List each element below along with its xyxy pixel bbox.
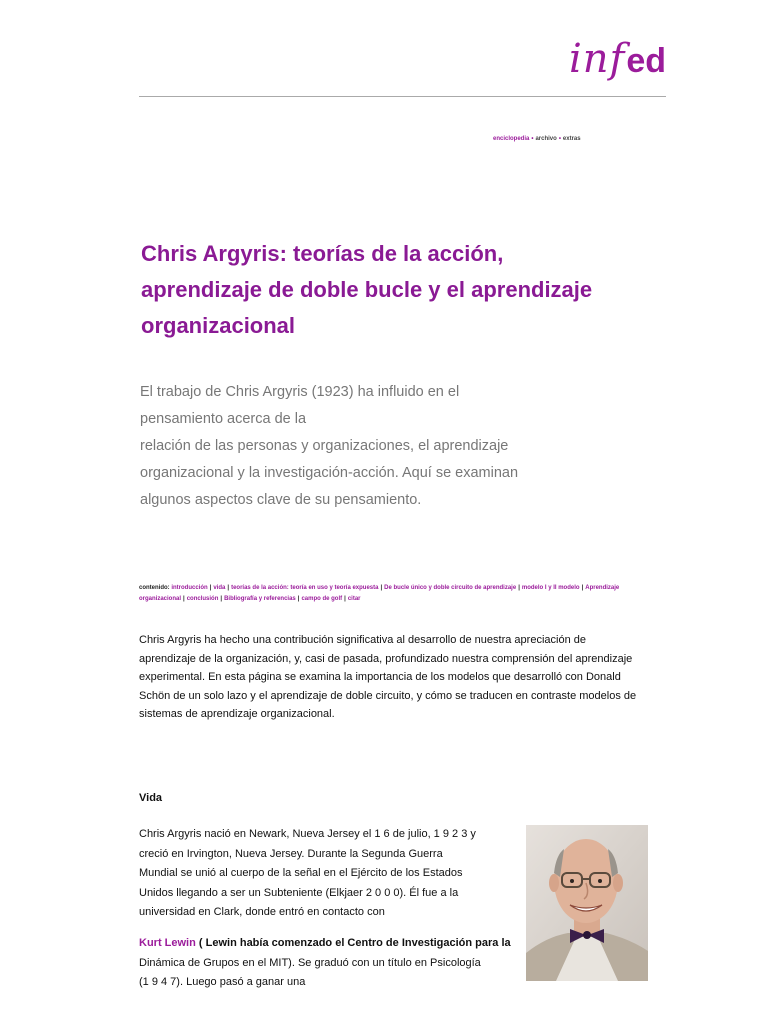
paragraph-line: Dinámica de Grupos en el MIT). Se graduó con un título en Psicología xyxy=(139,956,481,969)
paragraph-line: (1 9 4 7). Luego pasó a ganar una xyxy=(139,976,306,988)
toc-separator: | xyxy=(227,585,230,591)
intro-line: relación de las personas y organizaciones, el aprendizaje xyxy=(140,438,509,454)
intro-line: algunos aspectos clave de su pensamiento. xyxy=(140,492,422,508)
section-heading-vida: Vida xyxy=(139,792,163,804)
nav-separator: • xyxy=(531,136,534,142)
paragraph-line: Chris Argyris nació en Newark, Nueva Jersey el 1 6 de julio, 1 9 2 3 y xyxy=(139,828,476,840)
toc-separator: | xyxy=(344,596,346,602)
intro-line: pensamiento acerca de la xyxy=(140,411,307,427)
toc-link-conclusion[interactable]: conclusión xyxy=(186,596,219,602)
paragraph-line: sistemas de aprendizaje organizacional. xyxy=(139,708,335,720)
toc-link-citar[interactable]: citar xyxy=(347,596,361,602)
intro-line: organizacional y la investigación-acción. Aquí se examinan xyxy=(140,465,519,481)
paragraph-line: universidad en Clark, donde entró en contacto con xyxy=(139,906,385,918)
nav-separator: • xyxy=(558,136,561,142)
toc-link-bucle[interactable]: De bucle único y doble circuito de aprendizaje xyxy=(384,585,517,591)
intro-line: El trabajo de Chris Argyris (1923) ha influido en el xyxy=(140,384,460,400)
chris-argyris-photo xyxy=(526,825,648,981)
nav-link-archivo[interactable]: archivo xyxy=(535,136,557,142)
lewin-note: ( Lewin había comenzado el Centro de Investigación para la xyxy=(195,937,511,949)
toc-separator: | xyxy=(209,585,212,591)
intro-paragraph xyxy=(139,631,669,724)
paragraph-line: Unidos llegando a ser un Subteniente (Elkjaer 2 0 0 0). Él fue a la xyxy=(139,886,459,899)
nav-link-extras[interactable]: extras xyxy=(562,136,581,142)
toc-separator: | xyxy=(518,585,520,591)
toc-link-aprendizaje-organizacional[interactable]: Aprendizaje organizacional xyxy=(139,585,620,602)
toc-link-modelos[interactable]: modelo I y II modelo xyxy=(521,585,580,591)
kurt-lewin-link[interactable]: Kurt Lewin xyxy=(139,937,196,949)
contents-label: contenido: xyxy=(139,585,170,591)
portrait-illustration xyxy=(526,825,648,981)
toc-separator: | xyxy=(220,596,223,602)
paragraph-line: Schön de un solo lazo y el aprendizaje de doble circuito, y cómo se traducen en contraste modelos de xyxy=(139,689,637,702)
toc-link-teorias-accion[interactable]: teorías de la acción: teoría en uso y teoría expuesta xyxy=(231,585,379,591)
top-navigation xyxy=(493,136,581,142)
infed-logo[interactable] xyxy=(569,36,666,82)
paragraph-line: Chris Argyris ha hecho una contribución significativa al desarrollo de nuestra apreciación de xyxy=(139,634,586,646)
vida-paragraph xyxy=(139,825,499,923)
table-of-contents xyxy=(139,583,729,605)
paragraph-line-with-link xyxy=(139,934,509,954)
toc-separator: | xyxy=(380,585,383,591)
intro-summary xyxy=(140,379,600,514)
paragraph-line: Mundial se unió al cuerpo de la señal en el Ejército de los Estados xyxy=(139,867,463,879)
nav-link-enciclopedia[interactable]: enciclopedia xyxy=(493,136,530,142)
logo-text-inf: inf xyxy=(568,36,626,82)
paragraph-line: experimental. En esta página se examina la importancia de los modelos que desarrolló con Donald xyxy=(139,671,621,683)
toc-separator: | xyxy=(581,585,584,591)
header-divider xyxy=(139,96,666,97)
toc-link-bibliografia[interactable]: Bibliografía y referencias xyxy=(224,596,296,602)
toc-link-vida[interactable]: vida xyxy=(213,585,226,591)
toc-separator: | xyxy=(297,596,300,602)
toc-link-introduccion[interactable]: introducción xyxy=(171,585,208,591)
toc-link-campo-de-golf[interactable]: campo de golf xyxy=(301,596,343,602)
page-title: Chris Argyris: teorías de la acción, aprendizaje de doble bucle y el aprendizaje organizacional xyxy=(141,241,593,338)
vida-paragraph-continued xyxy=(139,934,509,993)
toc-separator: | xyxy=(183,596,185,602)
logo-text-ed: ed xyxy=(626,42,666,80)
paragraph-line: aprendizaje de la organización, y, casi de pasada, profundizado nuestra comprensión del aprendizaje xyxy=(139,652,633,665)
paragraph-line: creció en Irvington, Nueva Jersey. Durante la Segunda Guerra xyxy=(139,847,443,860)
